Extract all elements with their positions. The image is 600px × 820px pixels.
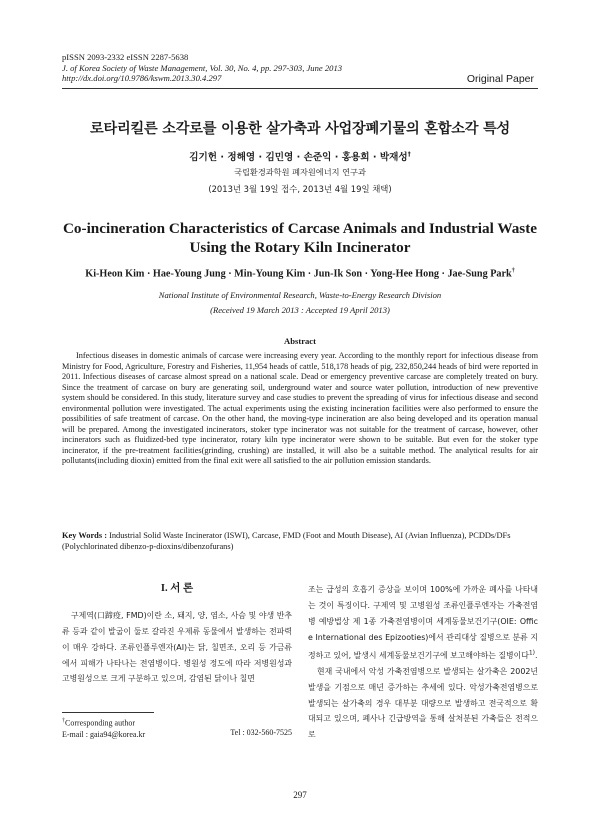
footnote-email: E-mail : gaia94@korea.kr	[62, 729, 146, 739]
footnote	[62, 716, 292, 740]
korean-title: 로타리킬른 소각로를 이용한 살가축과 사업장폐기물의 혼합소각 특성	[89, 121, 511, 137]
body-column-left: 구제역(口蹄疫, FMD)이란 소, 돼지, 양, 염소, 사슴 및 야생 반추류 등과 같이 발굽이 둘로 갈라진 우제류 동물에서 발생하는 전파력이 매우 강하다. 조류인플루엔자(AI)는 닭, 칠면조, 오리 등 가금류에서 피해가 나타나는 전염병이다. 병원성 정도에 따라 저병원성과 고병원성으로 크게 구분하고 있으며, 감염된 닭이나 칠면	[62, 611, 292, 684]
right-paragraph-1	[308, 585, 538, 660]
dagger-mark-en: †	[511, 268, 515, 274]
issn-line: pISSN 2093-2332 eISSN 2287-5638	[62, 52, 189, 62]
korean-dates: (2013년 3월 19일 접수, 2013년 4월 19일 채택)	[208, 184, 392, 194]
english-title-line2: Using the Rotary Kiln Incinerator	[189, 239, 411, 256]
abstract-body: Infectious diseases in domestic animals of carcase were increasing every year. According to the monthly report for infectious disease from Ministry for Food, Agriculture, Forestry and Fisheries, 11,954 heads of cattle, 518,178 heads of pig, 232,850,244 heads of bird were reported in 2011. Infectious diseases of carcase almost spread on a national scale. Dead or emergency preventive carcase are completely treated on bury. Since the treatment of carcase on bury are generating soil, underground water and source water pollution, introduction of new preventive system should be considered. In this study, literature survey and case studies to prevent the spreading of virus for infectious disease and second environmental pollution were investigated. The actual experiments using the existing incineration facilities were also performed to ensure the possibilities of safe treatment of carcase. On the other hand, the moving-type incineration are also being developed and its operation manual will be prepared. Among the investigated incinerators, stoker type incinerator was not suitable for the treatment of carcase, however, other incinerators such as fluidized-bed type incinerator, rotary kiln type incinerator were shown to be suitable. But even for the stoker type incinerator, if the pre-treatment facilities(grinding, crushing) are installed, it will also be a suitable method. The analytical results for air pollutants(including dioxin) emitted from the final exit were all satisfied to the air pollution emission standards.	[62, 351, 538, 466]
right-paragraph-1-text: 조는 급성의 호흡기 증상을 보이며 100%에 가까운 폐사를 나타내는 것이 특징이다. 구제역 및 고병원성 조류인플루엔자는 가축전염병 예방법상 제 1종 가축전염병이며 세계동물보건기구(OIE: Office International des Epizooties)에서 관리대상 질병으로 분류 지정하고 있어, 발생시 세계동물보건기구에 보고해야하는 질병이다	[308, 585, 538, 660]
keywords	[62, 530, 538, 552]
right-paragraph-1-end: .	[535, 651, 538, 660]
doi-link[interactable]: http://dx.doi.org/10.9786/kswm.2013.30.4.297	[62, 73, 222, 84]
english-author-list: Ki-Heon Kim · Hae-Young Jung · Min-Young Kim · Jun-Ik Son · Yong-Hee Hong · Jae-Sung Park	[85, 268, 512, 280]
journal-citation: J. of Korea Society of Waste Management, Vol. 30, No. 4, pp. 297-303, June 2013	[62, 62, 343, 73]
section-heading: I. 서 론	[160, 583, 194, 594]
korean-affiliation: 국립환경과학원 폐자원에너지 연구과	[234, 167, 366, 177]
article-type-label: Original Paper	[466, 73, 534, 85]
english-title-line1: Co-incineration Characteristics of Carcase Animals and Industrial Waste	[62, 220, 538, 237]
right-paragraph-2: 현재 국내에서 악성 가축전염병으로 발생되는 살가축은 2002년 발생을 기점으로 매년 증가하는 추세에 있다. 악성가축전염병으로 발생되는 살가축의 경우 대부분 대량으로 발생하고 전국적으로 확대되고 있으며, 폐사나 긴급방역을 통해 살처분된 가축들은 전적으로	[308, 666, 538, 740]
body-column-right	[308, 582, 538, 743]
page-number: 297	[293, 790, 307, 800]
abstract-heading: Abstract	[284, 336, 316, 346]
english-title	[50, 219, 550, 257]
corresponding-author: Corresponding author	[65, 718, 135, 728]
journal-header	[62, 52, 342, 84]
footnote-tel: Tel : 032-560-7525	[230, 728, 292, 737]
english-affiliation: National Institute of Environmental Research, Waste-to-Energy Research Division	[158, 290, 442, 300]
footnote-rule	[62, 712, 154, 713]
keywords-label: Key Words :	[62, 531, 110, 540]
dagger-mark: †	[407, 150, 411, 158]
english-authors	[50, 268, 550, 279]
header-rule	[62, 88, 538, 89]
korean-authors	[50, 149, 550, 163]
korean-author-list: 김기헌 · 정해영 · 김민영 · 손준익 · 홍용희 · 박재성	[189, 152, 408, 163]
footnote-dagger: †	[62, 718, 65, 724]
english-dates: (Received 19 March 2013 : Accepted 19 April 2013)	[210, 305, 390, 315]
citation-mark: 1)	[528, 649, 536, 657]
keywords-text: Industrial Solid Waste Incinerator (ISWI), Carcase, FMD (Foot and Mouth Disease), AI (Avian Influenza), PCDDs/DFs (Polychlorinated dibenzo-p-dioxins/dibenzofurans)	[62, 531, 511, 551]
